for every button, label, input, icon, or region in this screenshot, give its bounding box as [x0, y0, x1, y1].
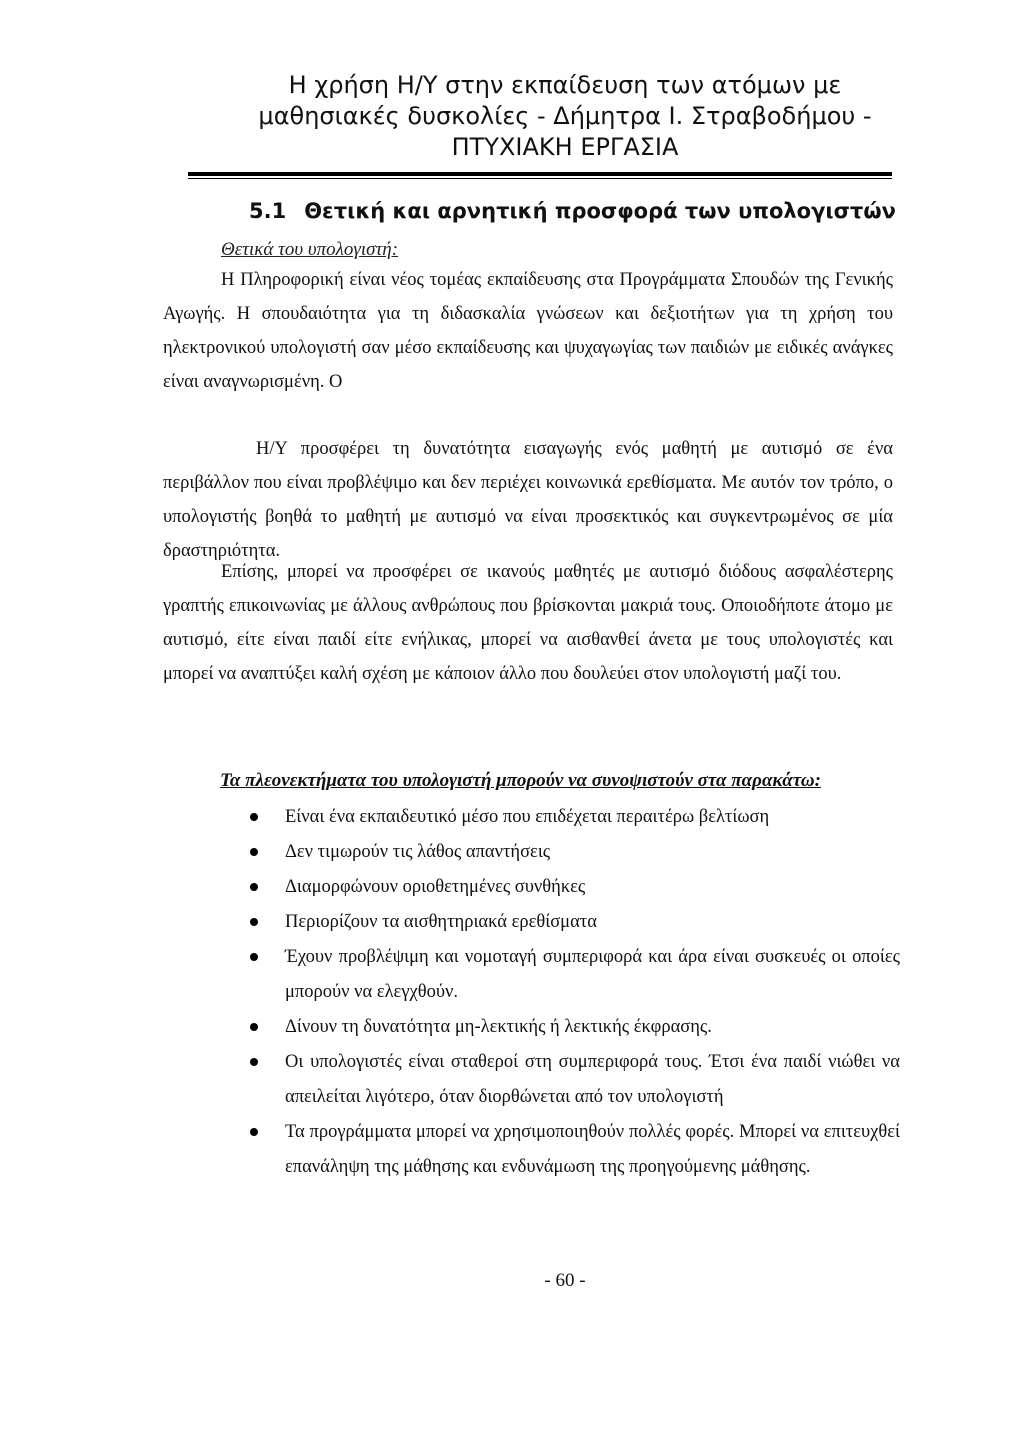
paragraph-2 [163, 432, 893, 568]
subheading: Θετικά του υπολογιστή: [221, 239, 399, 260]
advantages-list [250, 800, 900, 1185]
list-item: Δεν τιμωρούν τις λάθος απαντήσεις [250, 835, 900, 870]
list-item: Είναι ένα εκπαιδευτικό μέσο που επιδέχεται περαιτέρω βελτίωση [250, 800, 900, 835]
header-line-2: μαθησιακές δυσκολίες - Δήμητρα Ι. Στραβοδήμου - [258, 102, 872, 130]
bullet-icon [250, 813, 258, 821]
list-item: Τα προγράμματα μπορεί να χρησιμοποιηθούν πολλές φορές. Μπορεί να επιτευχθεί επανάληψη της μάθησης και ενδυνάμωση της προηγούμενης μάθησης. [250, 1115, 900, 1185]
bullet-icon [250, 918, 258, 926]
bullet-icon [250, 953, 258, 961]
header-rule [188, 172, 892, 176]
section-heading [249, 199, 949, 223]
bullet-icon [250, 1023, 258, 1031]
section-number: 5.1 [249, 199, 287, 223]
paragraph-1 [163, 263, 893, 399]
list-item: Διαμορφώνουν οριοθετημένες συνθήκες [250, 870, 900, 905]
page-number: - 60 - [544, 1270, 586, 1291]
bullet-icon [250, 1058, 258, 1066]
bullet-icon [250, 1128, 258, 1136]
paragraph-3 [163, 555, 893, 691]
section-title: Θετική και αρνητική προσφορά των υπολογιστών [304, 199, 896, 223]
bullet-icon [250, 883, 258, 891]
running-header [150, 70, 980, 163]
advantages-title: Τα πλεονεκτήματα του υπολογιστή μπορούν να συνοψιστούν στα παρακάτω: [220, 770, 821, 791]
paragraph-3-text: Επίσης, μπορεί να προσφέρει σε ικανούς μαθητές με αυτισμό διόδους ασφαλέστερης γραπτής επικοινωνίας με άλλους ανθρώπους που βρίσκονται μακριά τους. Οποιοδήποτε άτομο με αυτισμό, είτε είναι παιδί είτε ενήλικας, μπορεί να αισθανθεί άνετα με τους υπολογιστές και μπορεί να αναπτύξει καλή σχέση με κάποιον άλλο που δουλεύει στον υπολογιστή μαζί του. [163, 562, 893, 684]
list-item: Οι υπολογιστές είναι σταθεροί στη συμπεριφορά τους. Έτσι ένα παιδί νιώθει να απειλείται λιγότερο, όταν διορθώνεται από τον υπολογιστή [250, 1045, 900, 1115]
header-line-1: Η χρήση Η/Υ στην εκπαίδευση των ατόμων με [288, 71, 842, 99]
header-rule-thin [188, 178, 892, 179]
paragraph-1-text: Η Πληροφορική είναι νέος τομέας εκπαίδευσης στα Προγράμματα Σπουδών της Γενικής Αγωγής. Η σπουδαιότητα για τη διδασκαλία γνώσεων και δεξιοτήτων για τη χρήση του ηλεκτρονικού υπολογιστή σαν μέσο εκπαίδευσης και ψυχαγωγίας των παιδιών με ειδικές ανάγκες είναι αναγνωρισμένη. Ο [163, 270, 893, 392]
list-item: Περιορίζουν τα αισθητηριακά ερεθίσματα [250, 905, 900, 940]
bullet-icon [250, 848, 258, 856]
paragraph-2-text: Η/Υ προσφέρει τη δυνατότητα εισαγωγής ενός μαθητή με αυτισμό σε ένα περιβάλλον που είναι προβλέψιμο και δεν περιέχει κοινωνικά ερεθίσματα. Με αυτόν τον τρόπο, ο υπολογιστής βοηθά το μαθητή με αυτισμό να είναι προσεκτικός και συγκεντρωμένος σε μία δραστηριότητα. [163, 439, 893, 561]
list-item: Δίνουν τη δυνατότητα μη-λεκτικής ή λεκτικής έκφρασης. [250, 1010, 900, 1045]
list-item: Έχουν προβλέψιμη και νομοταγή συμπεριφορά και άρα είναι συσκευές οι οποίες μπορούν να ελεγχθούν. [250, 940, 900, 1010]
header-line-3: ΠΤΥΧΙΑΚΗ ΕΡΓΑΣΙΑ [451, 133, 679, 161]
